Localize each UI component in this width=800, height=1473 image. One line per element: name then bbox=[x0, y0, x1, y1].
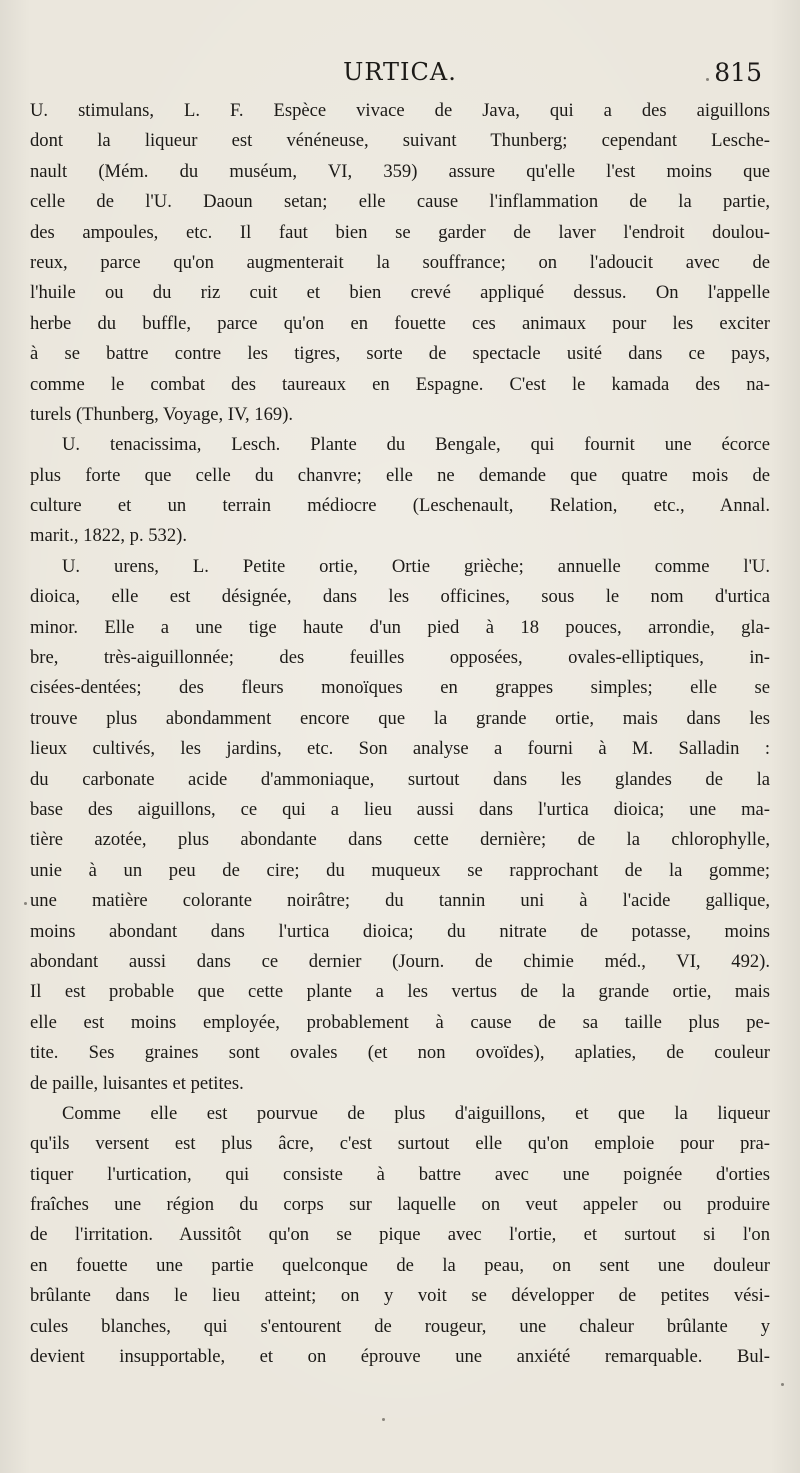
text-line: unie à un peu de cire; du muqueux se rapprochant de la gomme; bbox=[30, 859, 770, 881]
text-line: base des aiguillons, ce qui a lieu aussi dans l'urtica dioica; une ma- bbox=[30, 798, 770, 820]
text-line: qu'ils versent est plus âcre, c'est surtout elle qu'on emploie pour pra- bbox=[30, 1133, 770, 1155]
text-line: bre, très-aiguillonnée; des feuilles opposées, ovales-elliptiques, in- bbox=[30, 647, 770, 669]
text-line: tière azotée, plus abondante dans cette dernière; de la chlorophylle, bbox=[30, 829, 770, 851]
text-line: reux, parce qu'on augmenterait la souffrance; on l'adoucit avec de bbox=[30, 251, 770, 273]
text-line: de l'irritation. Aussitôt qu'on se pique avec l'ortie, et surtout si l'on bbox=[30, 1224, 770, 1246]
text-line: comme le combat des taureaux en Espagne. C'est le kamada des na- bbox=[30, 373, 770, 395]
page-header bbox=[0, 54, 800, 94]
ink-speck bbox=[781, 1383, 784, 1386]
text-line: cules blanches, qui s'entourent de rougeur, une chaleur brûlante y bbox=[30, 1315, 770, 1337]
text-line: dont la liqueur est vénéneuse, suivant Thunberg; cependant Lesche- bbox=[30, 130, 770, 152]
text-line: U. urens, L. Petite ortie, Ortie grièche; annuelle comme l'U. bbox=[62, 555, 770, 577]
text-line: turels (Thunberg, Voyage, IV, 169). bbox=[30, 403, 294, 425]
text-line: dioica, elle est désignée, dans les officines, sous le nom d'urtica bbox=[30, 586, 770, 608]
ink-speck bbox=[382, 1418, 385, 1421]
text-line: abondant aussi dans ce dernier (Journ. de chimie méd., VI, 492). bbox=[30, 950, 770, 972]
text-line: l'huile ou du riz cuit et bien crevé appliqué dessus. On l'appelle bbox=[30, 282, 770, 304]
text-line: de paille, luisantes et petites. bbox=[30, 1072, 244, 1094]
text-line: Comme elle est pourvue de plus d'aiguillons, et que la liqueur bbox=[62, 1102, 770, 1124]
text-line: tiquer l'urtication, qui consiste à battre avec une poignée d'orties bbox=[30, 1163, 770, 1185]
text-line: culture et un terrain médiocre (Leschenault, Relation, etc., Annal. bbox=[30, 495, 770, 517]
text-line: en fouette une partie quelconque de la peau, on sent une douleur bbox=[30, 1254, 770, 1276]
text-line: U. tenacissima, Lesch. Plante du Bengale, qui fournit une écorce bbox=[62, 434, 770, 456]
text-line: une matière colorante noirâtre; du tannin uni à l'acide gallique, bbox=[30, 890, 770, 912]
text-line: herbe du buffle, parce qu'on en fouette ces animaux pour les exciter bbox=[30, 312, 770, 334]
running-title: URTICA. bbox=[343, 58, 457, 86]
text-line: plus forte que celle du chanvre; elle ne demande que quatre mois de bbox=[30, 464, 770, 486]
text-line: nault (Mém. du muséum, VI, 359) assure qu'elle l'est moins que bbox=[30, 160, 770, 182]
text-line: marit., 1822, p. 532). bbox=[30, 525, 187, 547]
page-number: 815 bbox=[714, 58, 762, 87]
text-line: trouve plus abondamment encore que la grande ortie, mais dans les bbox=[30, 707, 770, 729]
text-line: devient insupportable, et on éprouve une anxiété remarquable. Bul- bbox=[30, 1346, 770, 1368]
text-line: moins abondant dans l'urtica dioica; du nitrate de potasse, moins bbox=[30, 920, 770, 942]
text-line: fraîches une région du corps sur laquelle on veut appeler ou produire bbox=[30, 1194, 770, 1216]
text-line: du carbonate acide d'ammoniaque, surtout dans les glandes de la bbox=[30, 768, 770, 790]
text-line: U. stimulans, L. F. Espèce vivace de Java, qui a des aiguillons bbox=[30, 100, 770, 121]
ink-speck bbox=[706, 78, 709, 81]
text-line: Il est probable que cette plante a les vertus de la grande ortie, mais bbox=[30, 981, 770, 1003]
text-line: minor. Elle a une tige haute d'un pied à 18 pouces, arrondie, gla- bbox=[30, 616, 770, 638]
text-line: brûlante dans le lieu atteint; on y voit se développer de petites vési- bbox=[30, 1285, 770, 1307]
text-line: tite. Ses graines sont ovales (et non ovoïdes), aplaties, de couleur bbox=[30, 1042, 770, 1064]
body-text bbox=[30, 96, 770, 1372]
text-line: elle est moins employée, probablement à cause de sa taille plus pe- bbox=[30, 1011, 770, 1033]
text-line: à se battre contre les tigres, sorte de spectacle usité dans ce pays, bbox=[30, 343, 770, 365]
text-line: celle de l'U. Daoun setan; elle cause l'inflammation de la partie, bbox=[30, 191, 770, 213]
text-line: cisées-dentées; des fleurs monoïques en grappes simples; elle se bbox=[30, 677, 770, 699]
text-line: lieux cultivés, les jardins, etc. Son analyse a fourni à M. Salladin : bbox=[30, 738, 770, 760]
ink-speck bbox=[24, 902, 27, 905]
text-line: des ampoules, etc. Il faut bien se garder de laver l'endroit doulou- bbox=[30, 221, 770, 243]
